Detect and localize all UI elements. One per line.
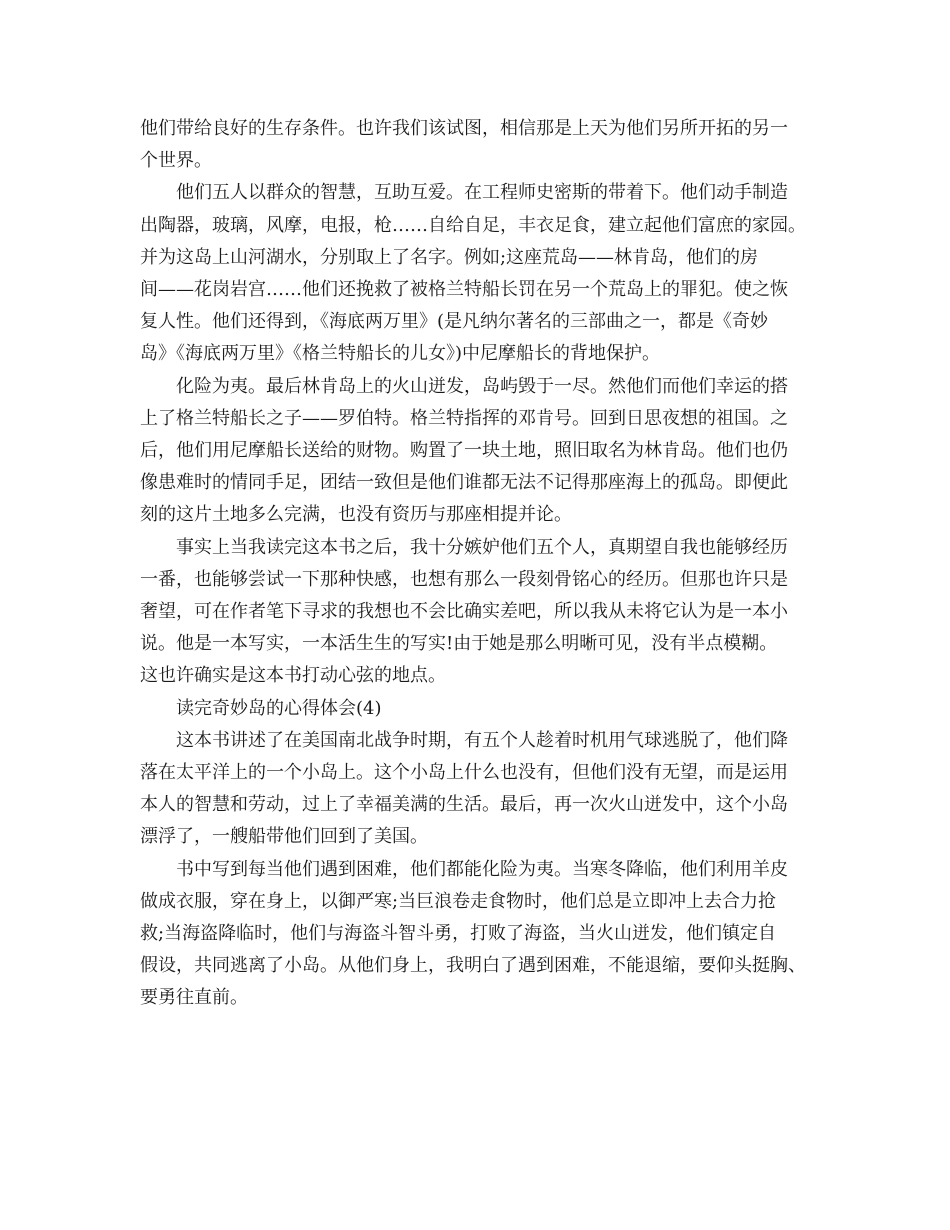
- text-line: 这本书讲述了在美国南北战争时期，有五个人趁着时机用气球逃脱了，他们降: [176, 729, 788, 751]
- text-line: 刻的这片土地多么完满，也没有资历与那座相提并论。: [140, 504, 572, 526]
- text-line: 本人的智慧和劳动，过上了幸福美满的生活。最后，再一次火山迸发中，这个小岛: [140, 794, 788, 816]
- text-line: 漂浮了，一艘船带他们回到了美国。: [140, 826, 428, 848]
- text-line: 要勇往直前。: [140, 987, 248, 1009]
- text-line: 复人性。他们还得到，《海底两万里》(是凡纳尔著名的三部曲之一，都是《奇妙: [140, 311, 769, 333]
- text-line: 上了格兰特船长之子——罗伯特。格兰特指挥的邓肯号。回到日思夜想的祖国。之: [140, 407, 788, 429]
- text-line: 这也许确实是这本书打动心弦的地点。: [140, 665, 446, 687]
- text-line: 事实上当我读完这本书之后，我十分嫉妒他们五个人，真期望自我也能够经历: [176, 536, 788, 558]
- text-line: 落在太平洋上的一个小岛上。这个小岛上什么也没有，但他们没有无望，而是运用: [140, 762, 788, 784]
- text-line: 说。他是一本写实，一本活生生的写实!由于她是那么明晰可见，没有半点模糊。: [140, 633, 778, 655]
- document-body: [140, 113, 812, 1015]
- text-line: 救;当海盗降临时，他们与海盗斗智斗勇，打败了海盗，当火山迸发，他们镇定自: [140, 923, 777, 945]
- paragraph-lessons: [140, 854, 812, 1015]
- paragraph-island-life: [140, 177, 812, 370]
- text-line: 一番，也能够尝试一下那种快感，也想有那么一段刻骨铭心的经历。但那也许只是: [140, 568, 788, 590]
- text-line: 化险为夷。最后林肯岛上的火山迸发，岛屿毁于一尽。然他们而他们幸运的搭: [176, 375, 788, 397]
- text-line: 并为这岛上山河湖水，分别取上了名字。例如;这座荒岛——林肯岛，他们的房: [140, 246, 759, 268]
- section-heading: [140, 693, 812, 725]
- text-line: 他们五人以群众的智慧，互助互爱。在工程师史密斯的带着下。他们动手制造: [176, 182, 788, 204]
- text-line: 间——花岗岩宫……他们还挽救了被格兰特船长罚在另一个荒岛上的罪犯。使之恢: [140, 279, 788, 301]
- text-line: 个世界。: [140, 150, 212, 172]
- heading-text: 读完奇妙岛的心得体会(4): [176, 697, 382, 719]
- text-line: 假设，共同逃离了小岛。从他们身上，我明白了遇到困难，不能退缩，要仰头挺胸、: [140, 955, 806, 977]
- text-line: 像患难时的情同手足，团结一致但是他们谁都无法不记得那座海上的孤岛。即便此: [140, 472, 788, 494]
- text-line: 奢望，可在作者笔下寻求的我想也不会比确实差吧，所以我从未将它认为是一本小: [140, 601, 788, 623]
- text-line: 岛》《海底两万里》《格兰特船长的儿女》)中尼摩船长的背地保护。: [140, 343, 661, 365]
- paragraph-rescue: [140, 371, 812, 532]
- text-line: 他们带给良好的生存条件。也许我们该试图，相信那是上天为他们另所开拓的另一: [140, 118, 788, 139]
- paragraph-summary: [140, 725, 812, 854]
- paragraph-continuation: [140, 113, 812, 177]
- text-line: 后，他们用尼摩船长送给的财物。购置了一块土地，照旧取名为林肯岛。他们也仍: [140, 440, 788, 462]
- text-line: 出陶器，玻璃，风摩，电报，枪……自给自足，丰衣足食，建立起他们富庶的家园。: [140, 214, 806, 236]
- paragraph-reflection: [140, 532, 812, 693]
- text-line: 做成衣服，穿在身上，以御严寒;当巨浪卷走食物时，他们总是立即冲上去合力抢: [140, 890, 777, 912]
- text-line: 书中写到每当他们遇到困难，他们都能化险为夷。当寒冬降临，他们利用羊皮: [176, 858, 788, 880]
